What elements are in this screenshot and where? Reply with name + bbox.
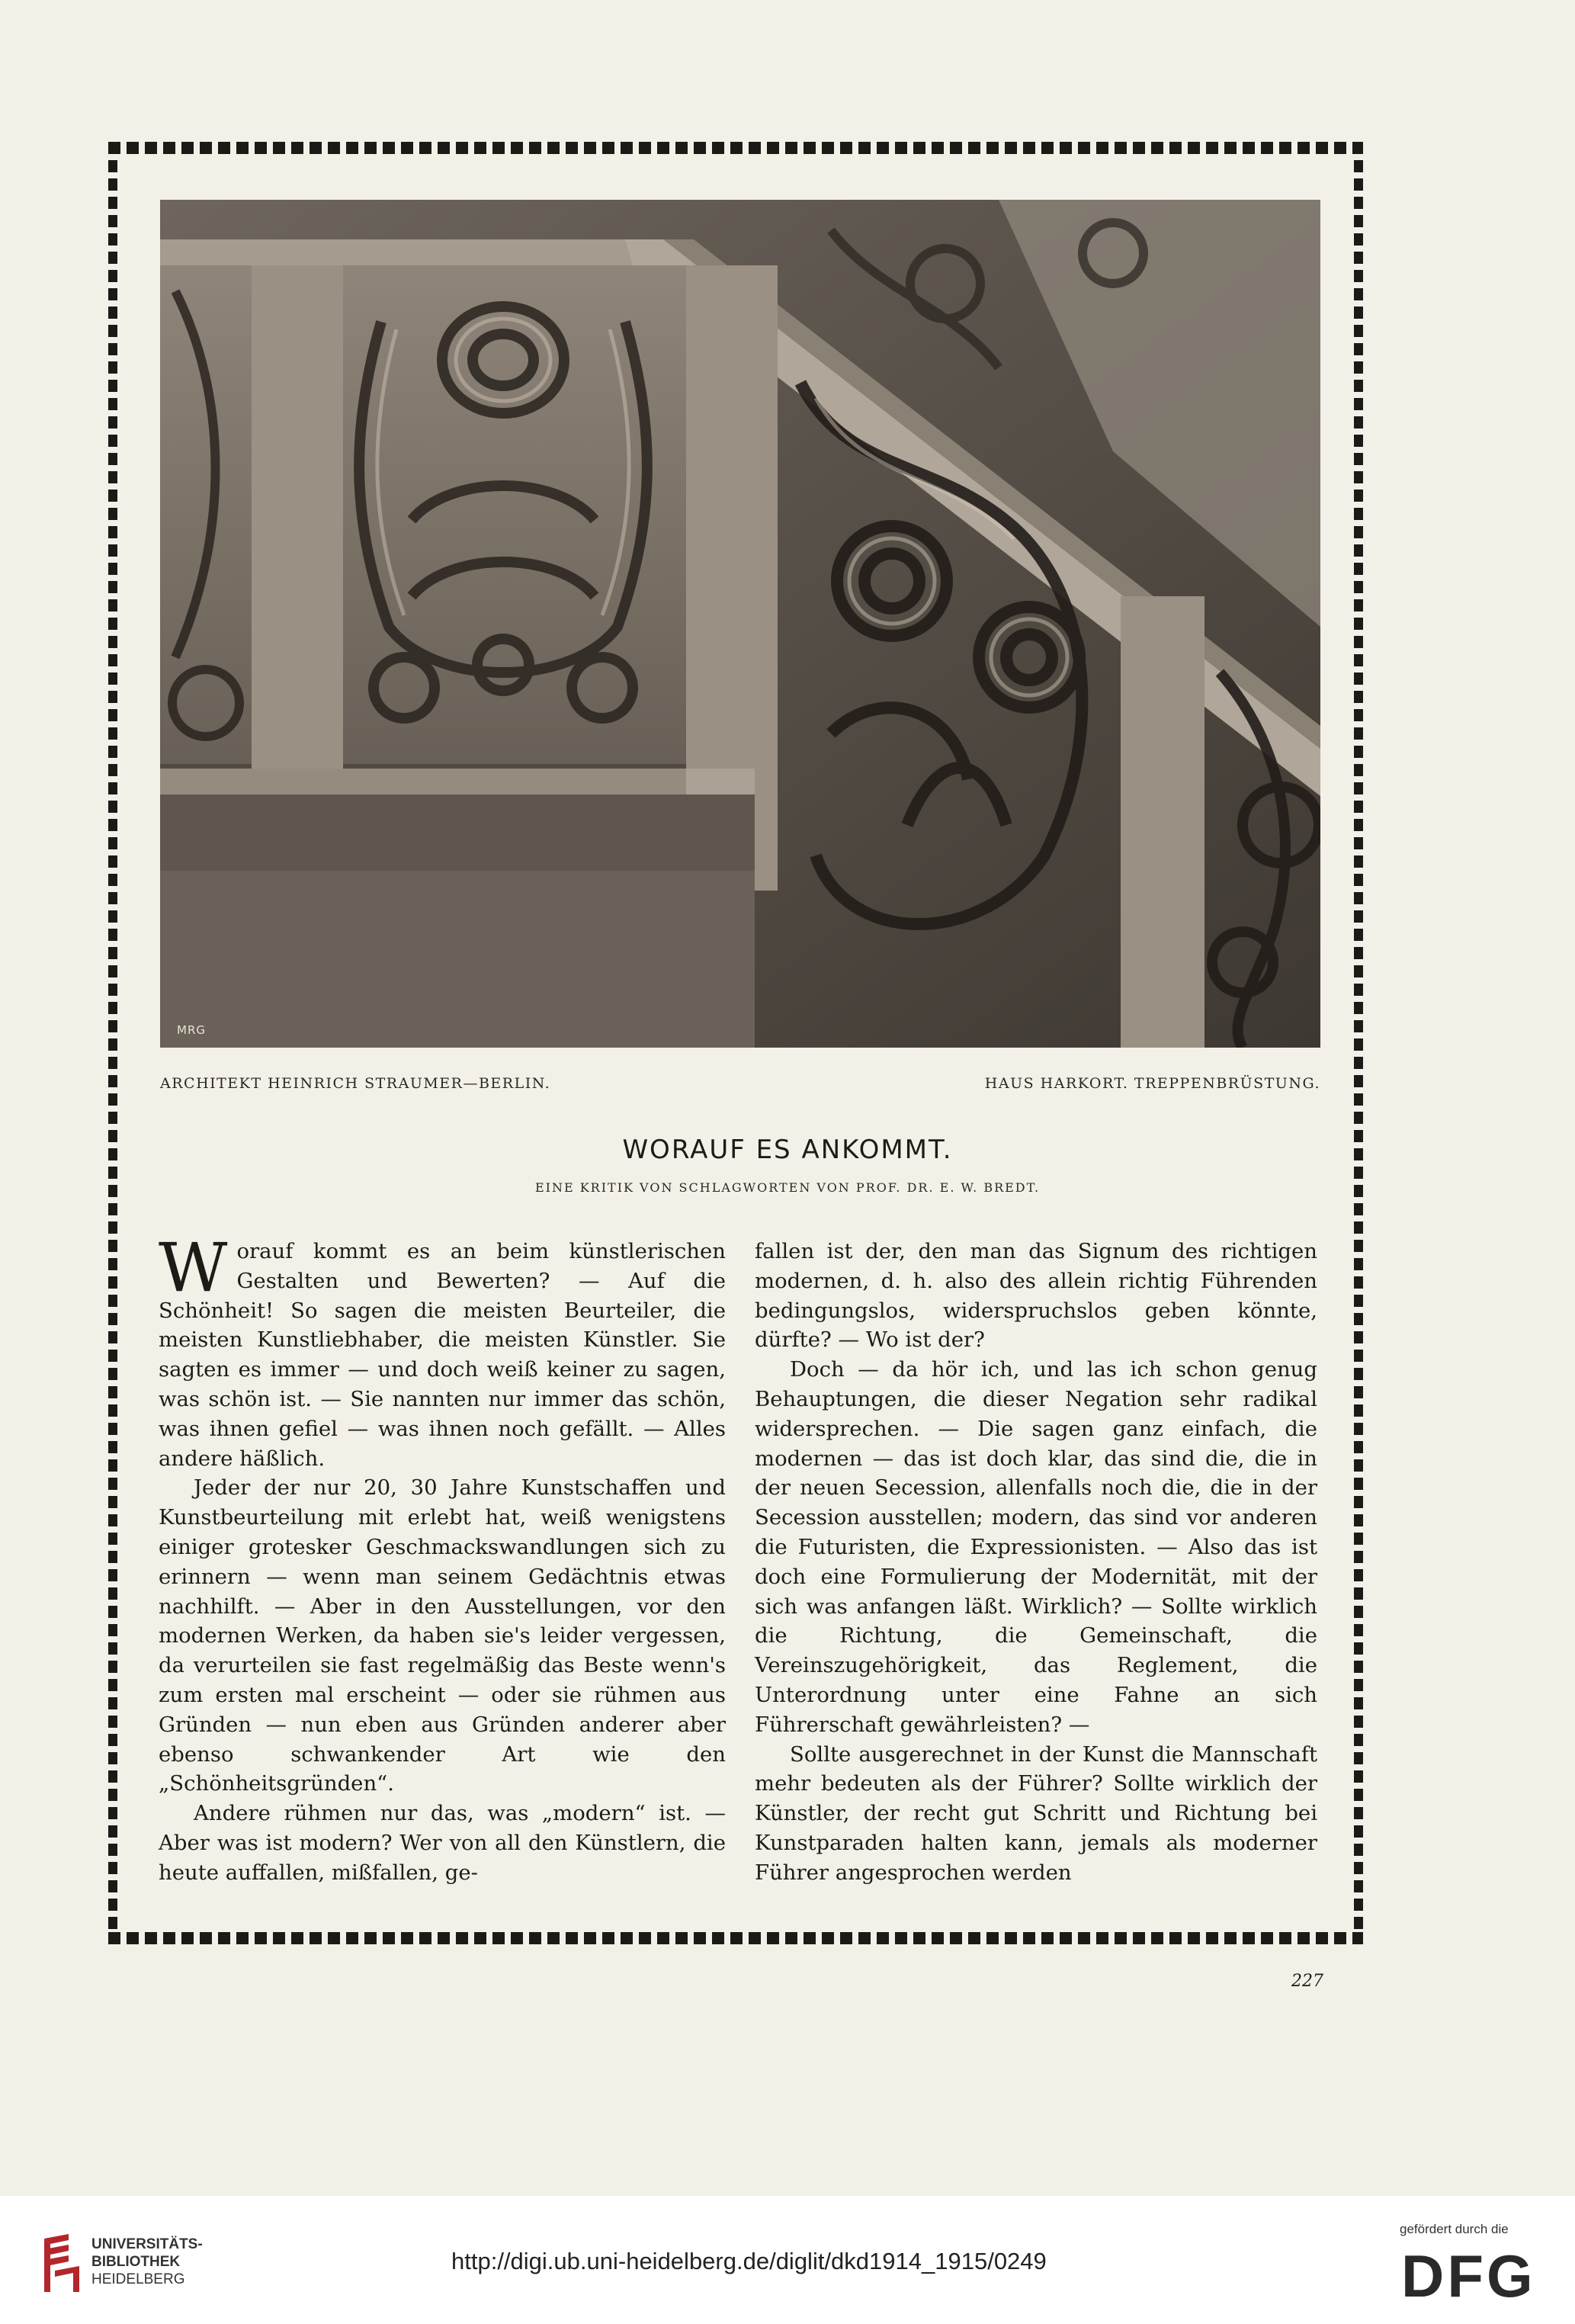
- paragraph: Worauf kommt es an beim künstlerischen Gestalten und Bewerten? — Auf die Schönheit! So sagen die meisten Beurteiler, die meisten Kunstliebhaber, die meisten Künstler. Sie sagten es immer — und doch weiß keiner zu sagen, was schön ist. — Sie nannten nur immer das schön, was ihnen gefiel — was ihnen noch gefällt. — Alles andere häßlich.: [159, 1228, 726, 1471]
- photo-caption-subject: HAUS HARKORT. TREPPENBRÜSTUNG.: [984, 1075, 1320, 1092]
- permalink-url[interactable]: http://digi.ub.uni-heidelberg.de/diglit/dkd1914_1915/0249: [451, 2248, 1047, 2274]
- page-number: 227: [1291, 1972, 1323, 1991]
- text-column-right: [755, 1237, 1317, 1888]
- border-right: [1354, 142, 1363, 1944]
- paragraph: Sollte ausgerechnet in der Kunst die Mannschaft mehr bedeuten als der Führer? Sollte wirklich der Künstler, der recht gut Schritt und Richtung bei Kunstparaden halten kann, jemals als moderner Führer angesprochen werden: [755, 1741, 1317, 1885]
- paragraph: Andere rühmen nur das, was „modern“ ist. — Aber was ist modern? Wer von all den Künstlern, die heute auffallen, mißfallen, ge-: [159, 1801, 726, 1885]
- digitization-footer: [0, 2196, 1575, 2324]
- institution-name: UNIVERSITÄTS- BIBLIOTHEK HEIDELBERG: [91, 2236, 203, 2287]
- drop-cap: W: [159, 1228, 228, 1307]
- border-top: [108, 142, 1363, 154]
- paragraph: fallen ist der, den man das Signum des richtigen modernen, d. h. also des allein richtig Führenden bedingungslos, widerspruchslos geben könnte, dürfte? — Wo ist der?: [755, 1239, 1317, 1353]
- ub-heidelberg-logo-icon: [38, 2231, 85, 2295]
- article-title: WORAUF ES ANKOMMT.: [622, 1135, 953, 1165]
- border-left: [108, 142, 117, 1944]
- paragraph: Jeder der nur 20, 30 Jahre Kunstschaffen und Kunstbeurteilung mit erlebt hat, weiß wenigstens einiger grotesker Geschmackswandlungen sich zu erinnern — wenn man seinem Gedächtnis etwas nachhilft. — Aber in den Ausstellungen, vor den modernen Werken, da haben sie's leider vergessen, da verurteilen sie fast regelmäßig das Beste wenn's zum ersten mal erscheint — oder sie rühmen aus Gründen — nun eben aus Gründen anderer aber ebenso schwankender Art wie den „Schönheitsgründen“.: [159, 1475, 726, 1796]
- funded-by-label: gefördert durch die: [1400, 2222, 1509, 2236]
- article-subtitle: EINE KRITIK VON SCHLAGWORTEN VON PROF. DR. E. W. BREDT.: [534, 1180, 1041, 1195]
- border-bottom: [108, 1932, 1363, 1944]
- paragraph: Doch — da hör ich, und las ich schon genug Behauptungen, die dieser Negation sehr radikal widersprechen. — Die sagen ganz einfach, die modernen — das ist doch klar, das sind die, die in der neuen Secession, allenfalls noch die, die in der Secession ausstellen; modern, das sind vor anderen die Futuristen, die Expressionisten. — Also das ist doch eine Formulierung der Modernität, mit der sich was anfangen läßt. Wirklich? — Sollte wirklich die Richtung, die Gemeinschaft, die Vereinszugehörigkeit, das Reglement, die Unterordnung unter eine Fahne an sich Führerschaft gewährleisten? —: [755, 1357, 1317, 1737]
- photographer-monogram: MRG: [177, 1023, 206, 1037]
- text-column-left: [159, 1228, 726, 1888]
- staircase-photo: [160, 200, 1320, 1048]
- staircase-carving-illustration: [160, 200, 1320, 1048]
- photo-caption-architect: ARCHITEKT HEINRICH STRAUMER—BERLIN.: [160, 1075, 551, 1092]
- dfg-logo: DFG: [1401, 2242, 1536, 2310]
